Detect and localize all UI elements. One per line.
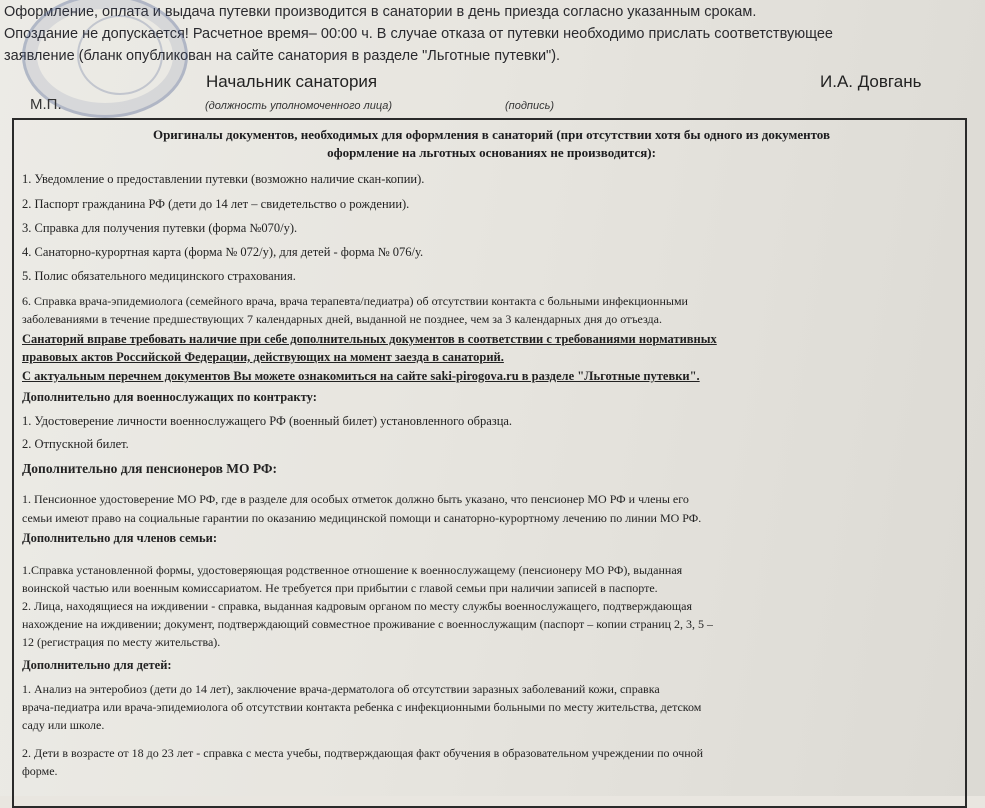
list-item: 12 (регистрация по месту жительства). (22, 635, 221, 649)
list-item: 2. Отпускной билет. (22, 437, 129, 451)
list-item: 4. Санаторно-курортная карта (форма № 072/у), для детей - форма № 076/у. (22, 245, 424, 259)
list-item: заболеваниями в течение предшествующих 7 календарных дней, выданной не позднее, чем за 3 календарных дня до отъезда. (22, 312, 662, 326)
caption-position: (должность уполномоченного лица) (205, 100, 393, 112)
signatory-name: И.А. Довгань (820, 72, 922, 91)
list-item: 1. Уведомление о предоставлении путевки (возможно наличие скан-копии). (22, 172, 425, 186)
documents-list-box (12, 118, 967, 808)
signatory-position: Начальник санатория (206, 72, 378, 91)
list-item: 2. Лица, находящиеся на иждивении - справка, выданная кадровым органом по месту службы военнослужащего, подтверждающая (22, 599, 692, 613)
list-item: 2. Дети в возрасте от 18 до 23 лет - справка с места учебы, подтверждающая факт обучения в образовательном учреждении по очной (22, 746, 704, 760)
header-line: Опоздание не допускается! Расчетное время– 00:00 ч. В случае отказа от путевки необходимо прислать соответствующее (4, 26, 833, 42)
header-line: заявление (бланк опубликован на сайте санатория в разделе "Льготные путевки"). (4, 48, 561, 64)
list-item: саду или школе. (22, 718, 105, 732)
box-title-line: оформление на льготных основаниях не производится): (327, 145, 656, 160)
list-item: 1. Удостоверение личности военнослужащего РФ (военный билет) установленного образца. (22, 414, 513, 428)
list-item: врача-педиатра или врача-эпидемиолога об отсутствии контакта ребенка с инфекционными больными по месту жительства, детском (22, 700, 702, 714)
list-item: 3. Справка для получения путевки (форма №070/у). (22, 221, 298, 235)
list-item: 1.Справка установленной формы, удостоверяющая родственное отношение к военнослужащему (пенсионеру МО РФ), выданная (22, 563, 683, 577)
list-item: 1. Анализ на энтеробиоз (дети до 14 лет), заключение врача-дерматолога об отсутствии заразных заболеваний кожи, справка (22, 682, 660, 696)
list-item: 6. Справка врача-эпидемиолога (семейного врача, врача терапевта/педиатра) об отсутствии контакта с больными инфекционными (22, 294, 688, 308)
list-item: 5. Полис обязательного медицинского страхования. (22, 269, 296, 283)
mp-label: М.П. (30, 96, 62, 113)
section-title-children: Дополнительно для детей: (22, 658, 172, 672)
box-title-line: Оригиналы документов, необходимых для оформления в санаторий (при отсутствии хотя бы одного из документов (152, 127, 831, 142)
section-title-family: Дополнительно для членов семьи: (22, 531, 218, 545)
list-item: воинской частью или военным комиссариатом. Не требуется при прибытии с главой семьи при наличии записей в паспорте. (22, 581, 658, 595)
list-item: семьи имеют право на социальные гарантии по оказанию медицинской помощи и санаторно-курортному лечению по линии МО РФ. (22, 511, 702, 525)
notice-line: правовых актов Российской Федерации, действующих на момент заезда в санаторий. (22, 350, 504, 364)
seal-inner-ring (77, 15, 163, 95)
list-item: форме. (22, 764, 58, 778)
caption-sign: (подпись) (505, 100, 555, 112)
notice-line: С актуальным перечнем документов Вы можете ознакомиться на сайте saki-pirogova.ru в разделе "Льготные путевки". (22, 369, 700, 383)
notice-line: Санаторий вправе требовать наличие при себе дополнительных документов в соответствии с требованиями нормативных (22, 332, 717, 346)
list-item: нахождение на иждивении; документ, подтверждающий совместное проживание с военнослужащим (паспорт – копии страниц 2, 3, 5 – (22, 617, 714, 631)
header-line: Оформление, оплата и выдача путевки производится в санатории в день приезда согласно указанным срокам. (4, 4, 757, 20)
box-title (14, 126, 969, 162)
section-title-military: Дополнительно для военнослужащих по контракту: (22, 390, 317, 404)
list-item: 2. Паспорт гражданина РФ (дети до 14 лет – свидетельство о рождении). (22, 197, 410, 211)
list-item: 1. Пенсионное удостоверение МО РФ, где в разделе для особых отметок должно быть указано, что пенсионер МО РФ и члены его (22, 492, 689, 506)
section-title-pension: Дополнительно для пенсионеров МО РФ: (22, 461, 277, 476)
